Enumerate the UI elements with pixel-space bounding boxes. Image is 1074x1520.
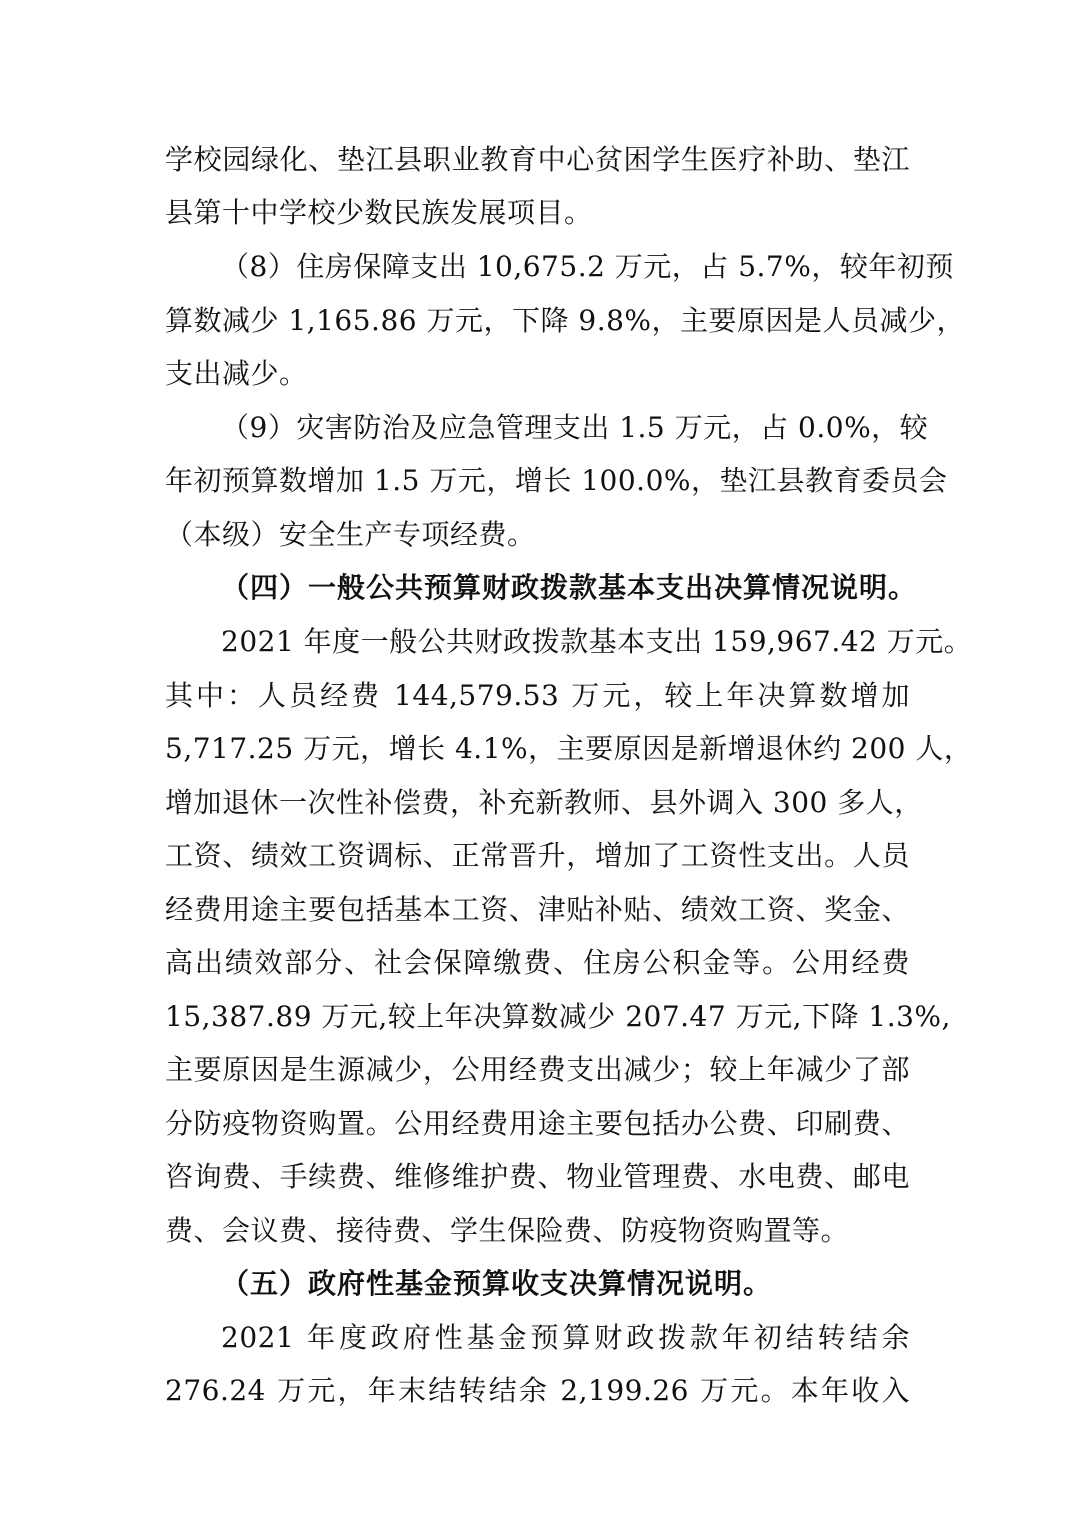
text-line: 15,387.89 万元,较上年决算数减少 207.47 万元,下降 1.3%,: [165, 1000, 951, 1033]
text-line: 县第十中学校少数民族发展项目。: [165, 196, 593, 229]
text-line: 2021 年度一般公共财政拨款基本支出 159,967.42 万元。: [221, 625, 973, 658]
text-line: 2021 年度政府性基金预算财政拨款年初结转结余: [221, 1321, 910, 1354]
text-line: 算数减少 1,165.86 万元，下降 9.8%，主要原因是人员减少，: [165, 304, 966, 337]
section-heading: （五）政府性基金预算收支决算情况说明。: [221, 1267, 773, 1300]
text-line: 高出绩效部分、社会保障缴费、住房公积金等。公用经费: [165, 946, 910, 979]
section-heading: （四）一般公共预算财政拨款基本支出决算情况说明。: [221, 571, 918, 604]
text-line: 支出减少。: [165, 357, 308, 390]
text-line: 工资、绩效工资调标、正常晋升，增加了工资性支出。人员: [165, 839, 910, 872]
text-line: 咨询费、手续费、维修维护费、物业管理费、水电费、邮电: [165, 1160, 910, 1193]
text-line: 主要原因是生源减少，公用经费支出减少；较上年减少了部: [165, 1053, 910, 1086]
text-line: 经费用途主要包括基本工资、津贴补贴、绩效工资、奖金、: [165, 893, 910, 926]
text-line: 年初预算数增加 1.5 万元，增长 100.0%，垫江县教育委员会: [165, 464, 948, 497]
text-line: 5,717.25 万元，增长 4.1%，主要原因是新增退休约 200 人，: [165, 732, 973, 765]
text-line: 其中：人员经费 144,579.53 万元，较上年决算数增加: [165, 679, 910, 712]
text-line: 276.24 万元，年末结转结余 2,199.26 万元。本年收入: [165, 1374, 910, 1407]
text-line: （本级）安全生产专项经费。: [165, 518, 536, 551]
text-line: 学校园绿化、垫江县职业教育中心贫困学生医疗补助、垫江: [165, 143, 910, 176]
text-line: （9）灾害防治及应急管理支出 1.5 万元，占 0.0%，较: [221, 411, 929, 444]
text-line: 费、会议费、接待费、学生保险费、防疫物资购置等。: [165, 1214, 850, 1247]
text-line: （8）住房保障支出 10,675.2 万元，占 5.7%，较年初预: [221, 250, 954, 283]
text-line: 增加退休一次性补偿费，补充新教师、县外调入 300 多人，: [165, 786, 923, 819]
text-line: 分防疫物资购置。公用经费用途主要包括办公费、印刷费、: [165, 1107, 910, 1140]
